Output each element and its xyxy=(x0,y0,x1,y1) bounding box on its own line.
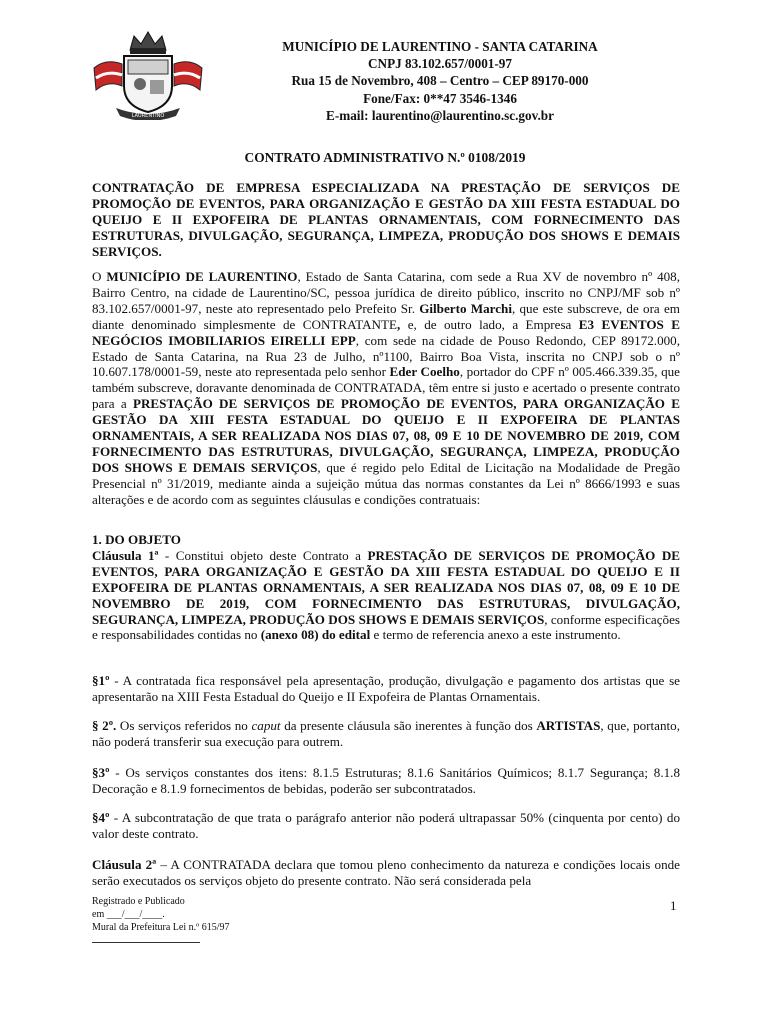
clause-service-description: PRESTAÇÃO DE SERVIÇOS DE PROMOÇÃO DE EVENTOS, PARA ORGANIZAÇÃO E GESTÃO DA XIII FESTA ESTADUAL DO QUEIJO E II EXPOFEIRA DE PLANTAS ORNAMENTAIS, A SER REALIZADA NOS DIAS 07, 08, 09 E 10 DE NOVEMBRO DE 2019, COM FORNECIMENTO DAS ESTRUTURAS, DIVULGAÇÃO, SEGURANÇA, LIMPEZA, PRODUÇÃO DOS SHOWS E DEMAIS SERVIÇOS xyxy=(92,547,681,627)
intro-text: e, de outro lado, a Empresa xyxy=(400,316,579,332)
intro-comma: , xyxy=(397,316,401,332)
municipality-name: MUNICÍPIO DE LAURENTINO - SANTA CATARINA xyxy=(282,39,598,54)
email-line: E-mail: laurentino@laurentino.sc.gov.br xyxy=(326,107,554,123)
paragraph-label: § 2º. xyxy=(92,718,117,733)
service-description: PRESTAÇÃO DE SERVIÇOS DE PROMOÇÃO DE EVENTOS, PARA ORGANIZAÇÃO E GESTÃO DA XIII FESTA ESTADUAL DO QUEIJO E II EXPOFEIRA DE PLANTAS ORNAMENTAIS, A SER REALIZADA NOS DIAS 07, 08, 09 E 10 DE NOVEMBRO DE 2019, COM FORNECIMENTO DAS ESTRUTURAS, DIVULGAÇÃO, SEGURANÇA, LIMPEZA, PRODUÇÃO DOS SHOWS E DEMAIS SERVIÇOS xyxy=(92,396,681,475)
paragraph-1 xyxy=(92,673,680,705)
paragraph-text: - Os serviços constantes dos itens: 8.1.5 Estruturas; 8.1.6 Sanitários Químicos; 8.1.7 Segurança; 8.1.8 Decoração e 8.1.9 fornecimentos de bebidas, poderão ser subcontratados. xyxy=(92,765,680,796)
artists-term: ARTISTAS xyxy=(536,718,601,733)
annex-reference: (anexo 08) do edital xyxy=(260,627,371,643)
clause-2 xyxy=(92,857,680,889)
contractor-representative-name: Eder Coelho xyxy=(389,364,460,380)
letterhead xyxy=(200,38,680,124)
footer-registered: Registrado e Publicado xyxy=(92,896,185,907)
clause-label: Cláusula 2ª xyxy=(92,857,157,872)
clause-label: Cláusula 1ª xyxy=(92,547,159,563)
contractor-company-name: E3 EVENTOS E NEGÓCIOS IMOBILIARIOS EIRELLI EPP xyxy=(92,316,681,348)
clause-text: - Constitui objeto deste Contrato a xyxy=(158,547,368,563)
paragraph-text: Os serviços referidos no xyxy=(116,718,252,733)
address-line: Rua 15 de Novembro, 408 – Centro – CEP 89170-000 xyxy=(291,73,589,89)
paragraph-label: §3º xyxy=(92,765,110,780)
municipal-crest-logo xyxy=(92,28,204,120)
paragraph-text: - A contratada fica responsável pela apresentação, produção, divulgação e pagamento dos artistas que se apresentarão na XIII Festa Estadual do Queijo e II Expofeira de Plantas Ornamentais. xyxy=(92,673,680,704)
section-heading: 1. DO OBJETO xyxy=(92,532,181,547)
paragraph-label: §1º xyxy=(92,673,110,688)
clause-text: – A CONTRATADA declara que tomou pleno conhecimento da natureza e condições locais onde serão executados os serviços objeto do presente contrato. Não será considerada pela xyxy=(92,857,680,888)
crest-ribbon-text: LAURENTINO xyxy=(131,113,165,119)
intro-text: O xyxy=(92,269,107,284)
footer-divider xyxy=(92,942,200,943)
cnpj-line: CNPJ 83.102.657/0001-97 xyxy=(368,56,512,72)
contract-object-heading: CONTRATAÇÃO DE EMPRESA ESPECIALIZADA NA PRESTAÇÃO DE SERVIÇOS DE PROMOÇÃO DE EVENTOS, PARA ORGANIZAÇÃO E GESTÃO DA XIII FESTA ESTADUAL DO QUEIJO E II EXPOFEIRA DE PLANTAS ORNAMENTAIS, COM FORNECIMENTO DAS ESTRUTURAS, DIVULGAÇÃO, SEGURANÇA, LIMPEZA, PRODUÇÃO DOS SHOWS E DEMAIS SERVIÇOS. xyxy=(92,180,680,259)
intro-text: , portador do CPF nº 005.466.339.35, que também subscreve, doravante denominada de CONTRATADA, têm entre si justo e acertado o presente contrato para a xyxy=(92,364,680,412)
clause-1 xyxy=(92,548,680,643)
intro-text: , que é regido pelo Edital de Licitação na Modalidade de Pregão Presencial nº 31/2019, mediante ainda a sujeição mútua das normas constantes da Lei nº 8666/1993 e suas alterações e de acordo com as seguintes cláusulas e condições contratuais: xyxy=(92,459,680,507)
paragraph-3 xyxy=(92,765,680,797)
caput-term: caput xyxy=(251,718,281,733)
publication-footer xyxy=(92,895,230,934)
paragraph-2 xyxy=(92,718,680,750)
contract-title: CONTRATO ADMINISTRATIVO N.º 0108/2019 xyxy=(244,150,526,165)
paragraph-label: §4º xyxy=(92,810,110,825)
paragraph-text: da presente cláusula são inerentes à função dos xyxy=(280,718,537,733)
clause-text: e termo de referencia anexo a este instrumento. xyxy=(370,627,621,643)
intro-text: , Estado de Santa Catarina, com sede a Rua XV de novembro nº 408, Bairro Centro, na cidade de Laurentino/SC, pessoa jurídica de direito público, inscrito no CNPJ/MF sob nº 83.102.657/0001-97, neste ato representado pelo Prefeito Sr. xyxy=(92,269,680,316)
page-number: 1 xyxy=(670,898,677,913)
intro-text: , que este subscreve, de ora em diante denominado simplesmente de CONTRATANTE xyxy=(92,300,680,332)
section-object xyxy=(92,532,680,643)
contracting-party-name: MUNICÍPIO DE LAURENTINO xyxy=(106,269,298,284)
clause-text: , conforme especificações e responsabilidades contidas no xyxy=(92,611,680,643)
paragraph-4 xyxy=(92,810,680,842)
phone-line: Fone/Fax: 0**47 3546-1346 xyxy=(363,90,517,106)
paragraph-text: , que, portanto, não poderá transferir sua execução para outrem. xyxy=(92,718,680,749)
footer-date-blank: em ___/___/____. xyxy=(92,909,165,920)
mayor-name: Gilberto Marchi xyxy=(419,300,512,316)
intro-paragraph xyxy=(92,269,680,508)
footer-law-reference: Mural da Prefeitura Lei n.º 615/97 xyxy=(92,922,230,933)
intro-text: , com sede na cidade de Pouso Redondo, CEP 89172.000, Estado de Santa Catarina, na Rua 23 de Julho, nº1100, Bairro Boa Vista, inscrita no CNPJ sob o nº 10.607.178/0001-59, neste ato representada pelo senhor xyxy=(92,332,680,380)
paragraph-text: - A subcontratação de que trata o parágrafo anterior não poderá ultrapassar 50% (cinquenta por cento) do valor deste contrato. xyxy=(92,810,680,841)
